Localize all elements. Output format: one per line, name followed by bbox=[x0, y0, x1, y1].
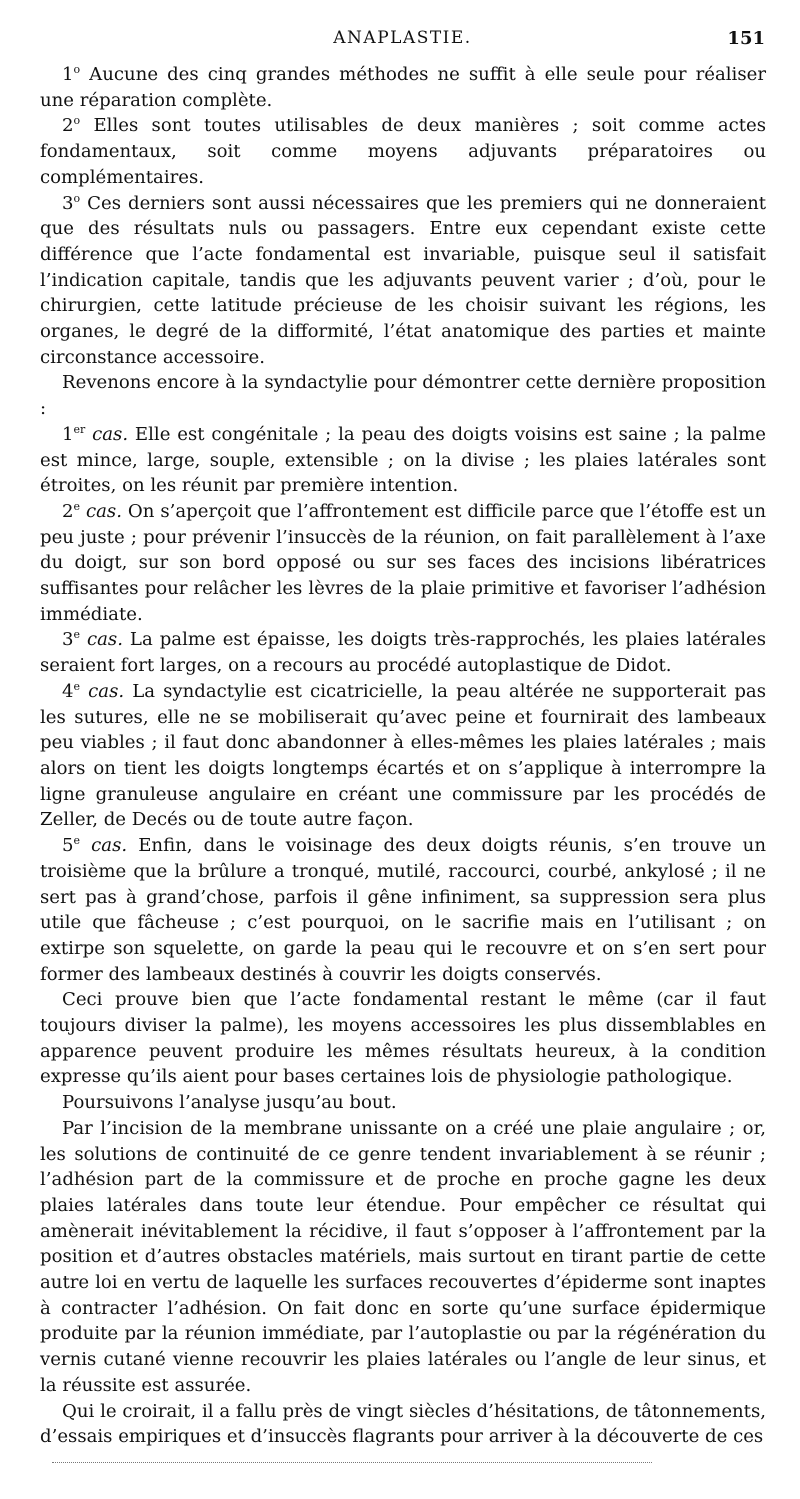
paragraph-text: La palme est épaisse, les doigts très-rapprochés, les plaies latérales seraient fort larges, on a recours au procédé autoplastique de Didot. bbox=[40, 629, 766, 677]
body-text bbox=[40, 62, 766, 1450]
paragraph-number: 3 bbox=[62, 629, 74, 651]
running-title: ANAPLASTIE. bbox=[333, 28, 472, 48]
paragraph-number: 4 bbox=[62, 680, 74, 702]
paragraph-text: Aucune des cinq grandes méthodes ne suffit à elle seule pour réaliser une réparation complète. bbox=[40, 64, 766, 111]
paragraph bbox=[40, 987, 766, 1090]
paragraph-text: Elles sont toutes utilisables de deux manières ; soit comme actes fondamentaux, soit comme moyens adjuvants préparatoires ou complémentaires. bbox=[40, 115, 766, 188]
case-label: cas. bbox=[85, 423, 129, 445]
case-label: cas. bbox=[80, 680, 125, 702]
paragraph bbox=[40, 499, 766, 628]
paragraph-number-suffix: o bbox=[73, 62, 81, 76]
paragraph-number-suffix: er bbox=[73, 422, 86, 436]
paragraph-number-suffix: o bbox=[73, 114, 81, 128]
footer-rule bbox=[52, 1462, 652, 1463]
case-label: cas. bbox=[80, 500, 122, 522]
paragraph-number: 2 bbox=[62, 500, 74, 522]
paragraph bbox=[40, 191, 766, 371]
paragraph bbox=[40, 627, 766, 678]
paragraph-number-suffix: e bbox=[73, 679, 81, 693]
paragraph-text: Qui le croirait, il a fallu près de vingt siècles d’hésitations, de tâtonnements, d’essais empiriques et d’insuccès flagrants pour arriver à la découverte de ces bbox=[40, 1400, 766, 1448]
paragraph-number: 3 bbox=[62, 192, 74, 214]
paragraph bbox=[40, 679, 766, 833]
paragraph-text: Ces derniers sont aussi nécessaires que les premiers qui ne donneraient que des résultats nuls ou passagers. Entre eux cependant existe cette différence que l’acte fondamental est invariable, puisque seul il satisfait l’indication capitale, tandis que les adjuvants peuvent varier ; d’où, pour le chirurgien, cette latitude précieuse de les choisir suivant les régions, les organes, le degré de la difformité, l’état anatomique des parties et mainte circonstance accessoire. bbox=[40, 192, 766, 368]
paragraph-number-suffix: e bbox=[73, 628, 81, 642]
paragraph-text: Elle est congénitale ; la peau des doigts voisins est saine ; la palme est mince, large, souple, extensible ; on la divise ; les plaies latérales sont étroites, on les réunit par première intention. bbox=[40, 423, 766, 497]
page-header bbox=[40, 28, 765, 52]
paragraph-number: 1 bbox=[62, 64, 74, 85]
paragraph-number-suffix: e bbox=[73, 499, 81, 513]
paragraph-number-suffix: e bbox=[73, 834, 81, 848]
paragraph-text: Ceci prouve bien que l’acte fondamental restant le même (car il faut toujours diviser la palme), les moyens accessoires les plus dissemblables en apparence peuvent produire les mêmes résultats heureux, à la condition expresse qu’ils aient pour bases certaines lois de physiologie pathologique. bbox=[40, 989, 766, 1088]
paragraph-number: 1 bbox=[62, 423, 74, 445]
case-label: cas. bbox=[80, 835, 128, 857]
paragraph bbox=[40, 833, 766, 987]
page-number: 151 bbox=[727, 28, 765, 49]
paragraph-text: Par l’incision de la membrane unissante on a créé une plaie angulaire ; or, les solutions de continuité de ce genre tendent invariablement à se réunir ; l’adhésion part de la commissure et de proche en proche gagne les deux plaies latérales dans toute leur étendue. Pour empêcher ce résultat qui amènerait inévitablement la récidive, il faut s’opposer à l’affrontement par la position et d’autres obstacles matériels, mais surtout en tirant partie de cette autre loi en vertu de laquelle les surfaces recouvertes d’épiderme sont inaptes à contracter l’adhésion. On fait donc en sorte qu’une surface épidermique produite par la réunion immédiate, par l’autoplastie ou par la régénération du vernis cutané vienne recouvrir les plaies latérales ou l’angle de leur sinus, et la réussite est assurée. bbox=[40, 1117, 766, 1396]
paragraph-number: 2 bbox=[62, 115, 74, 137]
paragraph bbox=[40, 370, 766, 421]
paragraph-text: Enfin, dans le voisinage des deux doigts réunis, s’en trouve un troisième que la brûlure a tronqué, mutilé, raccourci, courbé, ankylosé ; il ne sert pas à grand’chose, parfois il gêne infiniment, sa suppression sera plus utile que fâcheuse ; c’est pourquoi, on le sacrifie mais en l’utilisant ; on extirpe son squelette, on garde la peau qui le recouvre et on s’en sert pour former des lambeaux destinés à couvrir les doigts conservés. bbox=[40, 835, 766, 985]
paragraph-text: Poursuivons l’analyse jusqu’au bout. bbox=[62, 1092, 397, 1114]
paragraph bbox=[40, 1116, 766, 1399]
paragraph bbox=[40, 1399, 766, 1450]
case-label: cas. bbox=[80, 629, 123, 651]
paragraph bbox=[40, 62, 766, 113]
paragraph-number-suffix: o bbox=[73, 191, 81, 205]
paragraph-text: On s’aperçoit que l’affrontement est difficile parce que l’étoffe est un peu juste ; pour prévenir l’insuccès de la réunion, on fait parallèlement à l’axe du doigt, sur son bord opposé ou sur ses faces des incisions libératrices suffisantes pour relâcher les lèvres de la plaie primitive et favoriser l’adhésion immédiate. bbox=[40, 500, 766, 625]
paragraph-text: Revenons encore à la syndactylie pour démontrer cette dernière proposition : bbox=[40, 372, 766, 420]
paragraph-text: La syndactylie est cicatricielle, la peau altérée ne supporterait pas les sutures, elle ne se mobiliserait qu’avec peine et fournirait des lambeaux peu viables ; il faut donc abandonner à elles-mêmes les plaies latérales ; mais alors on tient les doigts longtemps écartés et on s’applique à interrompre la ligne granuleuse angulaire en créant une commissure par les procédés de Zeller, de Decés ou de toute autre façon. bbox=[40, 680, 766, 831]
paragraph bbox=[40, 1090, 766, 1116]
paragraph bbox=[40, 422, 766, 499]
paragraph bbox=[40, 113, 766, 190]
paragraph-number: 5 bbox=[62, 835, 74, 857]
